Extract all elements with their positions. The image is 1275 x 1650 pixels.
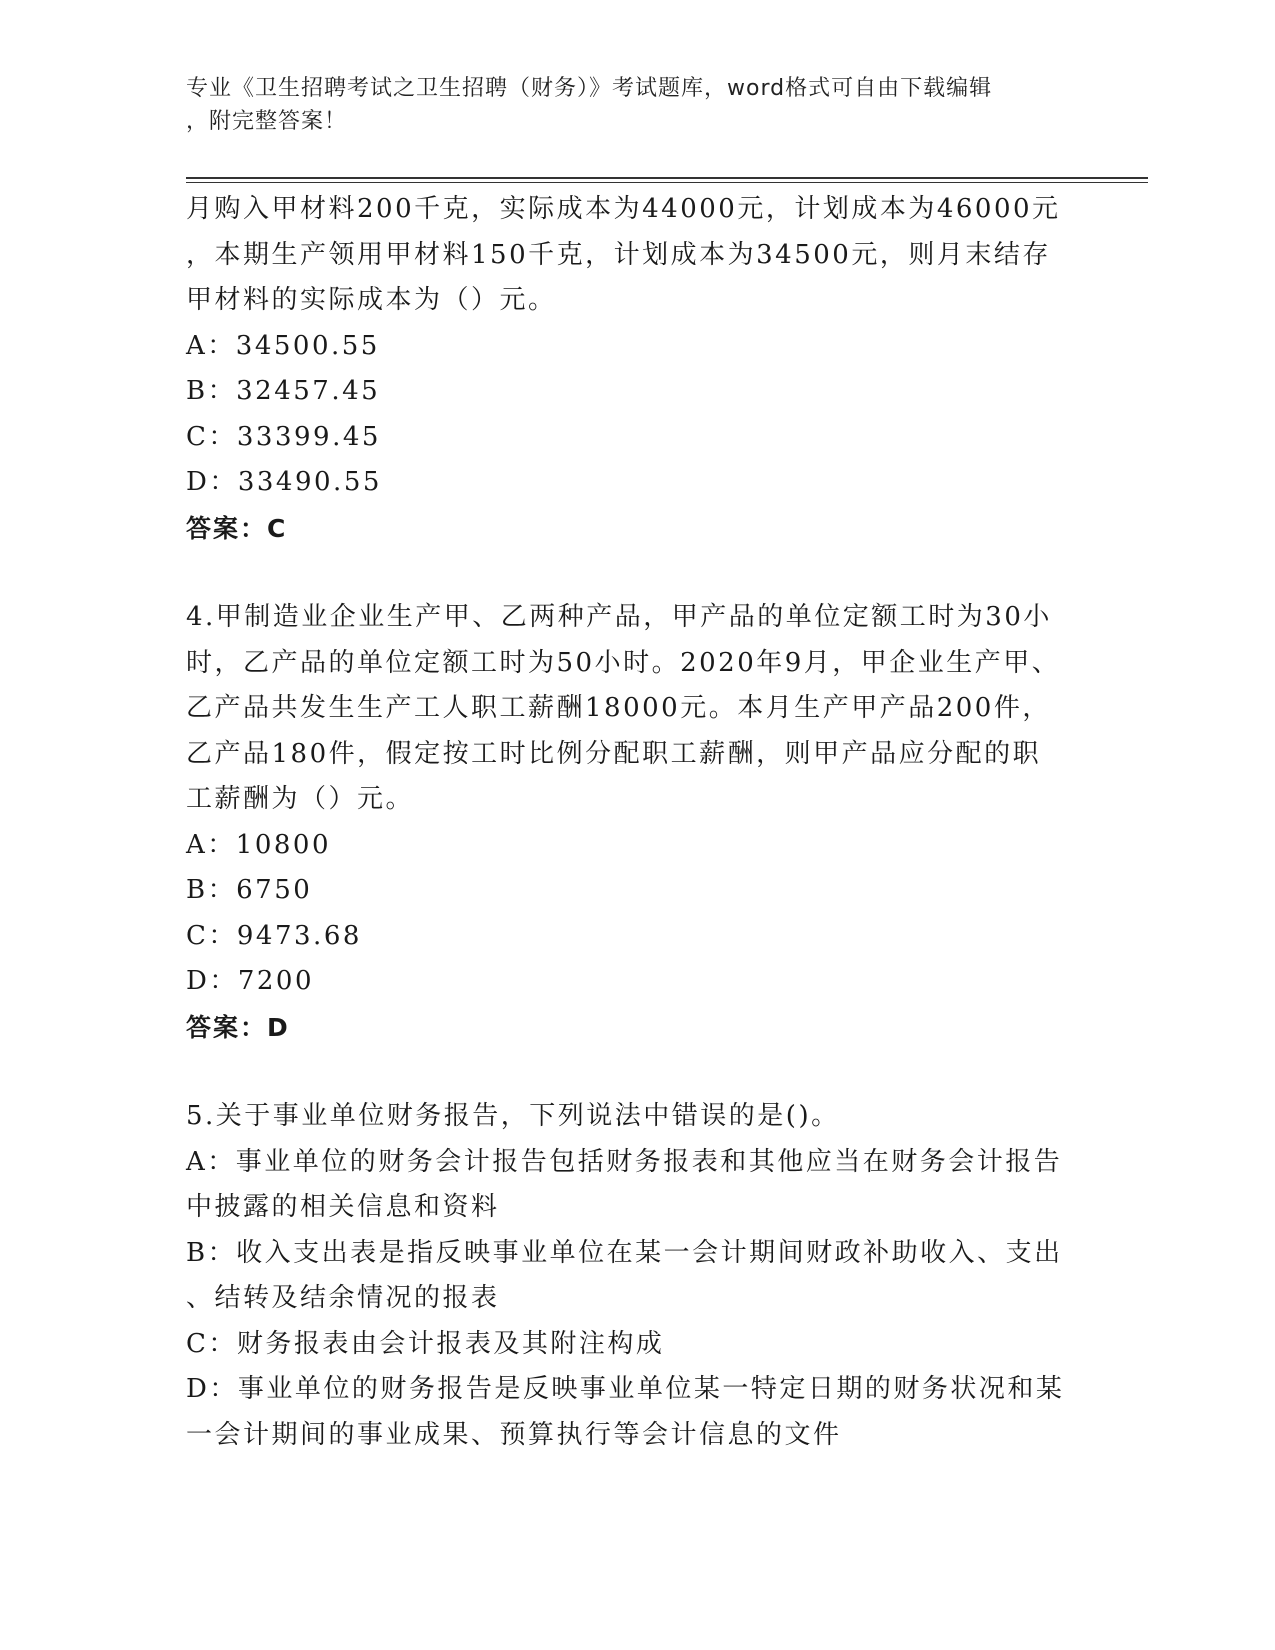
answer-line: 答案：D xyxy=(186,1012,290,1042)
spacer xyxy=(186,551,1076,595)
option-c-line: C：财务报表由会计报表及其附注构成 xyxy=(186,1328,665,1359)
option-d: D：7200 xyxy=(186,966,315,996)
question-text-line: 甲材料的实际成本为（）元。 xyxy=(186,285,557,315)
question-text-line: 乙产品180件，假定按工时比例分配职工薪酬，则甲产品应分配的职 xyxy=(186,738,1042,769)
header-rule-thin xyxy=(186,182,1148,183)
question-content xyxy=(186,187,1076,1458)
option-a-line: A：事业单位的财务会计报告包括财务报表和其他应当在财务会计报告 xyxy=(186,1146,1063,1177)
option-b-line: 、结转及结余情况的报表 xyxy=(186,1283,500,1313)
option-b: B：32457.45 xyxy=(186,376,381,406)
option-d-line: D：事业单位的财务报告是反映事业单位某一特定日期的财务状况和某 xyxy=(186,1374,1065,1404)
header-rule-thick xyxy=(186,177,1148,179)
question-text-line: 4.甲制造业企业生产甲、乙两种产品，甲产品的单位定额工时为30小 xyxy=(186,602,1052,632)
option-c: C：33399.45 xyxy=(186,421,381,452)
option-d: D：33490.55 xyxy=(186,467,382,497)
option-a: A：10800 xyxy=(186,829,331,860)
answer-line: 答案：C xyxy=(186,513,288,543)
question-text-line: 月购入甲材料200千克，实际成本为44000元，计划成本为46000元 xyxy=(186,194,1061,224)
question-3 xyxy=(186,187,1076,551)
question-text-line: 工薪酬为（）元。 xyxy=(186,784,415,814)
option-a: A：34500.55 xyxy=(186,330,380,361)
option-b: B：6750 xyxy=(186,875,313,905)
question-5 xyxy=(186,1094,1076,1458)
question-4 xyxy=(186,595,1076,1050)
spacer xyxy=(186,1050,1076,1094)
option-a-line: 中披露的相关信息和资料 xyxy=(186,1192,500,1222)
document-header xyxy=(186,72,1066,138)
question-text-line: 乙产品共发生生产工人职工薪酬18000元。本月生产甲产品200件， xyxy=(186,693,1051,723)
question-text-line: 时，乙产品的单位定额工时为50小时。2020年9月，甲企业生产甲、 xyxy=(186,647,1061,678)
option-c: C：9473.68 xyxy=(186,920,362,951)
option-d-line: 一会计期间的事业成果、预算执行等会计信息的文件 xyxy=(186,1419,842,1450)
header-line-2: ，附完整答案！ xyxy=(186,109,348,134)
question-text-line: ，本期生产领用甲材料150千克，计划成本为34500元，则月末结存 xyxy=(186,239,1051,270)
option-b-line: B：收入支出表是指反映事业单位在某一会计期间财政补助收入、支出 xyxy=(186,1237,1063,1268)
question-text-line: 5.关于事业单位财务报告，下列说法中错误的是()。 xyxy=(186,1101,840,1131)
header-line-1: 专业《卫生招聘考试之卫生招聘（财务）》考试题库，word格式可自由下载编辑 xyxy=(186,76,993,101)
